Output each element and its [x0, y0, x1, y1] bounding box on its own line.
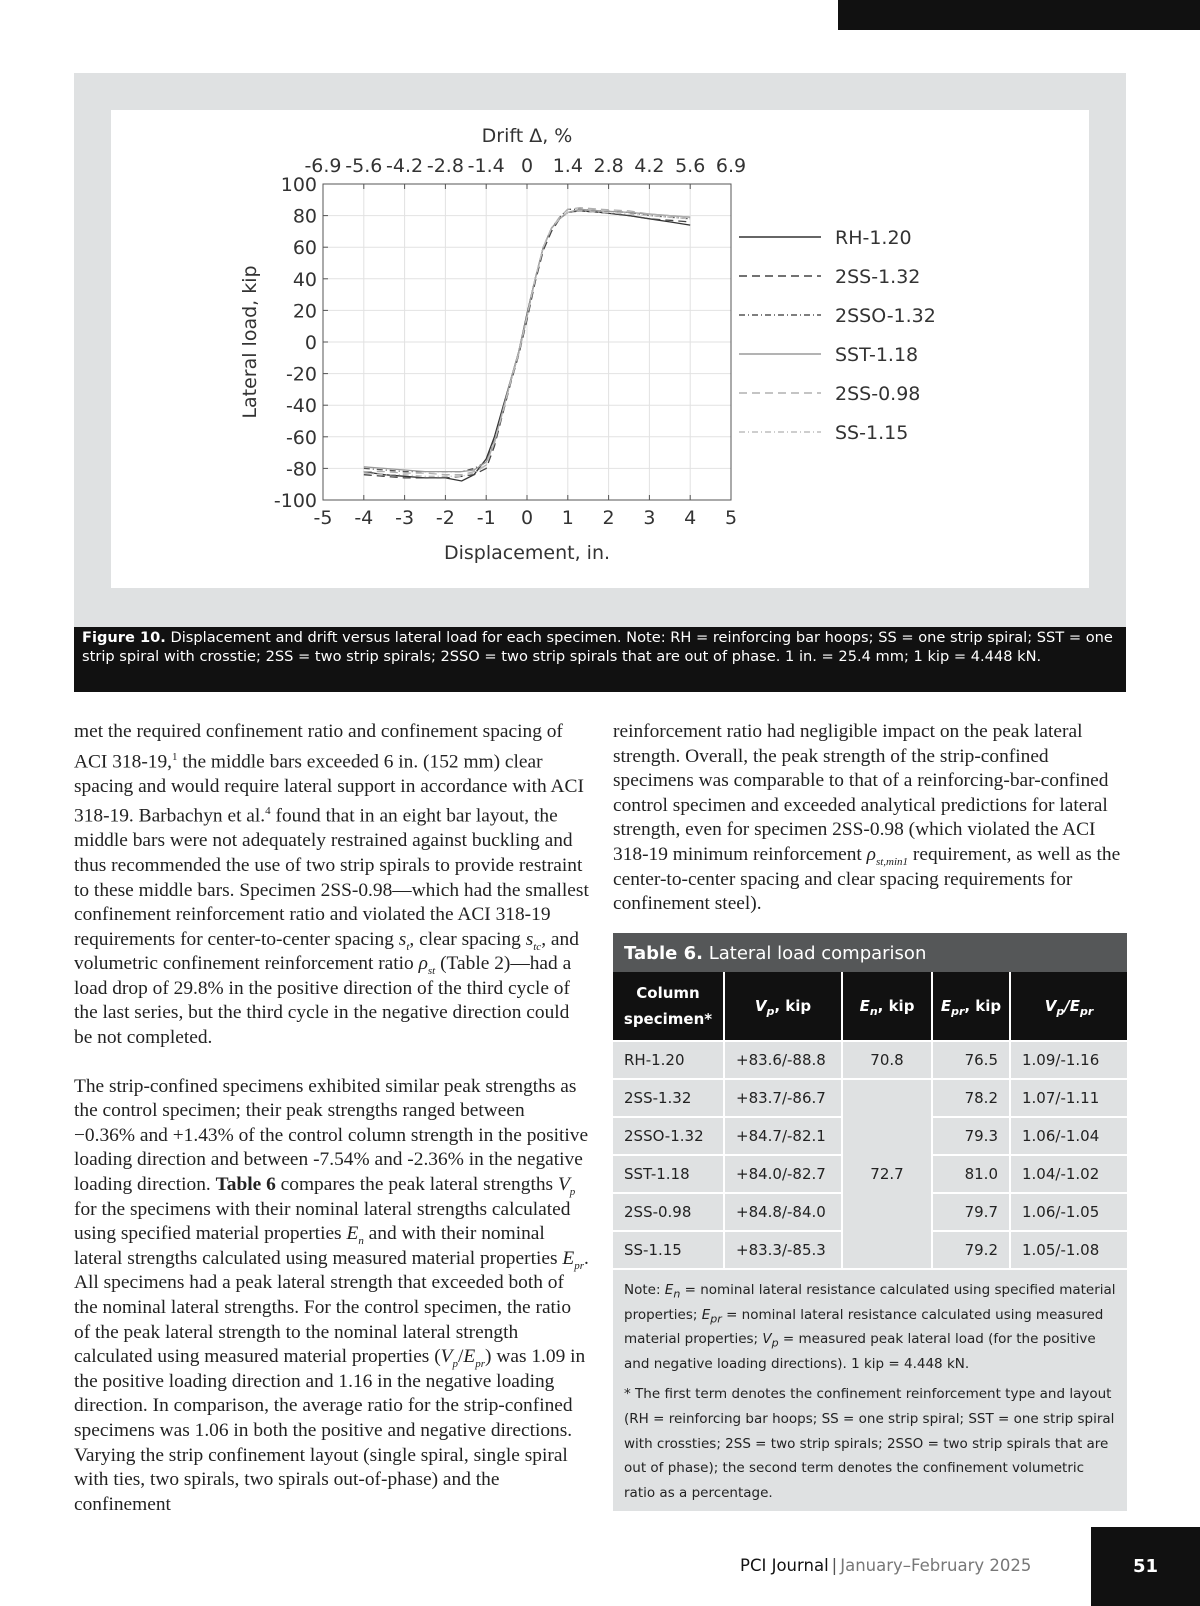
- body-column-right: [613, 720, 1127, 917]
- paragraph-1: met the required confinement ratio and confinement spacing of ACI 318-19,$^1$ the middle bars exceeded 6 in. (152 mm) clear spacing and would require lateral support in accordance with ACI 318-19. Barbachyn et al.$^4$ found that in an eight bar layout, the middle bars were not adequately restrained against buckling and thus recommended the use of two strip spirals to provide restraint to these middle bars. Specimen 2SS-0.98—which had the smallest confinement reinforcement ratio and violated the ACI 318-19 requirements for center-to-center spacing $s_t$, clear spacing $s_{tc}$, and volumetric confinement reinforcement ratio $\rho_{st}$ (Table 2)—had a load drop of 29.8% in the positive direction of the third cycle of the last series, but the third cycle in the negative direction could be not completed.: [74, 721, 589, 1049]
- page-number: 51: [1091, 1527, 1200, 1606]
- cell-ratio: 1.09/-1.16: [1010, 1041, 1127, 1079]
- legend-label: RH-1.20: [835, 227, 912, 249]
- figure-caption: [74, 627, 1126, 692]
- y-tick-label: -40: [285, 395, 317, 418]
- cell-epr: 78.2: [932, 1079, 1010, 1117]
- legend-label: 2SSO-1.32: [835, 305, 936, 327]
- x-tick-label: -1: [476, 507, 496, 529]
- table-row: [613, 1041, 1127, 1079]
- figure-plot-area: [111, 110, 1089, 588]
- x-tick-label: 1: [561, 507, 574, 529]
- x-tick-label: -5: [313, 507, 333, 529]
- cell-ratio: 1.07/-1.11: [1010, 1079, 1127, 1117]
- top-tick-label: 5.6: [675, 155, 706, 177]
- top-tick-label: 6.9: [715, 155, 747, 177]
- body-column-left: [74, 720, 590, 1517]
- cell-specimen: SST-1.18: [613, 1155, 724, 1193]
- table-row: [613, 1079, 1127, 1117]
- table-notes: [613, 1268, 1127, 1511]
- cell-epr: 79.3: [932, 1117, 1010, 1155]
- x-tick-label: 0: [520, 507, 534, 529]
- y-tick-label: -80: [285, 458, 317, 481]
- x-tick-label: 5: [724, 507, 738, 529]
- x-tick-label: 4: [684, 507, 697, 529]
- cell-epr: 79.7: [932, 1193, 1010, 1231]
- x-axis-label: Displacement, in.: [443, 542, 611, 564]
- legend-label: SS-1.15: [835, 422, 909, 444]
- top-tick-label: -4.2: [386, 155, 424, 177]
- y-tick-label: 100: [280, 174, 317, 196]
- page-footer: [740, 1556, 1031, 1575]
- y-axis-label: Lateral load, kip: [239, 265, 261, 419]
- cell-vp: +83.6/-88.8: [724, 1041, 842, 1079]
- legend-label: SST-1.18: [835, 344, 919, 366]
- header-epr: $E_{pr}$, kip: [932, 972, 1010, 1041]
- cell-epr: 76.5: [932, 1041, 1010, 1079]
- journal-name: PCI Journal: [740, 1556, 829, 1575]
- x-tick-label: 2: [602, 507, 615, 529]
- cell-vp: +84.0/-82.7: [724, 1155, 842, 1193]
- cell-vp: +84.8/-84.0: [724, 1193, 842, 1231]
- cell-vp: +83.7/-86.7: [724, 1079, 842, 1117]
- cell-en-merged: 72.7: [842, 1079, 932, 1268]
- table-header-row: [613, 972, 1127, 1041]
- x-tick-label: -4: [354, 507, 374, 529]
- top-tick-label: -5.6: [345, 155, 383, 177]
- top-axis-label: Drift Δ, %: [481, 125, 573, 147]
- cell-epr: 79.2: [932, 1231, 1010, 1268]
- x-tick-label: -2: [435, 507, 455, 529]
- lateral-load-table: [613, 972, 1127, 1268]
- y-tick-label: 40: [292, 268, 317, 291]
- footer-separator: |: [831, 1556, 838, 1575]
- cell-specimen: RH-1.20: [613, 1041, 724, 1079]
- table-title: Table 6. Lateral load comparison: [613, 933, 1127, 972]
- y-tick-label: 0: [304, 332, 317, 354]
- legend-label: 2SS-1.32: [835, 266, 921, 288]
- legend-label: 2SS-0.98: [835, 383, 921, 405]
- x-tick-label: 3: [643, 507, 656, 529]
- table-note-2: * The first term denotes the confinement reinforcement type and layout (RH = reinforcing bar hoops; SS = one strip spiral; SST = one strip spiral with crossties; 2SS = two strip spirals; 2SSO = two strip spirals that are out of phase); the second term denotes the confinement volumetric ratio as a percentage.: [624, 1386, 1115, 1501]
- top-tick-label: -2.8: [426, 155, 464, 177]
- cell-ratio: 1.05/-1.08: [1010, 1231, 1127, 1268]
- issue-date: January–February 2025: [840, 1556, 1032, 1575]
- paragraph-2: The strip-confined specimens exhibited similar peak strengths as the control specimen; their peak strengths ranged between −0.36% and +1.43% of the control column strength in the positive loading direction and between -7.54% and -2.36% in the negative loading direction. Table 6 compares the peak lateral strengths $V_p$ for the specimens with their nominal lateral strengths calculated using specified material properties $E_n$ and with their nominal lateral strengths calculated using measured material properties $E_{pr}$. All specimens had a peak lateral strength that exceeded both of the nominal lateral strengths. For the control specimen, the ratio of the peak lateral strength to the nominal lateral strength calculated using measured material properties $(V_p/E_{pr})$ was 1.09 in the positive loading direction and 1.16 in the negative loading direction. In comparison, the average ratio for the strip-confined specimens was 1.06 in both the positive and negative directions. Varying the strip confinement layout (single spiral, single spiral with ties, two spirals, two spirals out-of-phase) and the confinement: [74, 1075, 589, 1515]
- cell-en: 70.8: [842, 1041, 932, 1079]
- y-tick-label: 80: [292, 205, 317, 228]
- table-note-1: Note: $E_n$ = nominal lateral resistance calculated using specified material properties; $E_{pr}$ = nominal lateral resistance calculated using measured material properties; $V_p$ = measured peak lateral load (for the positive and negative loading directions). 1 kip = 4.448 kN.: [624, 1282, 1116, 1372]
- cell-specimen: SS-1.15: [613, 1231, 724, 1268]
- top-tick-label: -6.9: [304, 155, 342, 177]
- y-tick-label: -20: [285, 363, 317, 386]
- cell-specimen: 2SS-1.32: [613, 1079, 724, 1117]
- cell-epr: 81.0: [932, 1155, 1010, 1193]
- header-ratio: $V_p/E_{pr}$: [1010, 972, 1127, 1041]
- y-tick-label: 20: [292, 300, 317, 323]
- cell-specimen: 2SSO-1.32: [613, 1117, 724, 1155]
- y-tick-label: -60: [285, 426, 317, 449]
- y-tick-label: -100: [273, 490, 317, 512]
- header-vp: $V_p$, kip: [724, 972, 842, 1041]
- y-tick-label: 60: [292, 237, 317, 260]
- figure-panel: [74, 73, 1126, 688]
- cell-vp: +84.7/-82.1: [724, 1117, 842, 1155]
- header-en: $E_n$, kip: [842, 972, 932, 1041]
- header-column-specimen: Column specimen*: [613, 972, 724, 1041]
- top-tick-label: -1.4: [467, 155, 505, 177]
- cell-specimen: 2SS-0.98: [613, 1193, 724, 1231]
- top-black-bar: [838, 0, 1200, 30]
- legend: [739, 227, 936, 444]
- cell-vp: +83.3/-85.3: [724, 1231, 842, 1268]
- top-tick-label: 2.8: [593, 155, 624, 177]
- top-tick-label: 1.4: [552, 155, 583, 177]
- top-tick-label: 4.2: [634, 155, 665, 177]
- paragraph-3: reinforcement ratio had negligible impact on the peak lateral strength. Overall, the peak strength of the strip-confined specimens was comparable to that of a reinforcing-bar-confined control specimen and exceeded analytical predictions for lateral strength, even for specimen 2SS-0.98 (which violated the ACI 318-19 minimum reinforcement $\rho_{st,min1}$ requirement, as well as the center-to-center spacing and clear spacing requirements for confinement steel).: [613, 721, 1121, 915]
- hysteresis-chart: [111, 110, 1089, 588]
- cell-ratio: 1.06/-1.05: [1010, 1193, 1127, 1231]
- grid-layer: [323, 184, 731, 500]
- cell-ratio: 1.06/-1.04: [1010, 1117, 1127, 1155]
- top-tick-label: 0: [520, 155, 534, 177]
- table-6: [613, 933, 1127, 1511]
- caption-text: Displacement and drift versus lateral load for each specimen. Note: RH = reinforcing bar hoops; SS = one strip spiral; SST = one strip spiral with crosstie; 2SS = two strip spirals; 2SSO = two strip spirals that are out of phase. 1 in. = 25.4 mm; 1 kip = 4.448 kN.: [82, 629, 1113, 665]
- x-tick-label: -3: [395, 507, 415, 529]
- table-6-reference: Table 6: [215, 1174, 276, 1196]
- caption-label: Figure 10.: [82, 629, 166, 646]
- cell-ratio: 1.04/-1.02: [1010, 1155, 1127, 1193]
